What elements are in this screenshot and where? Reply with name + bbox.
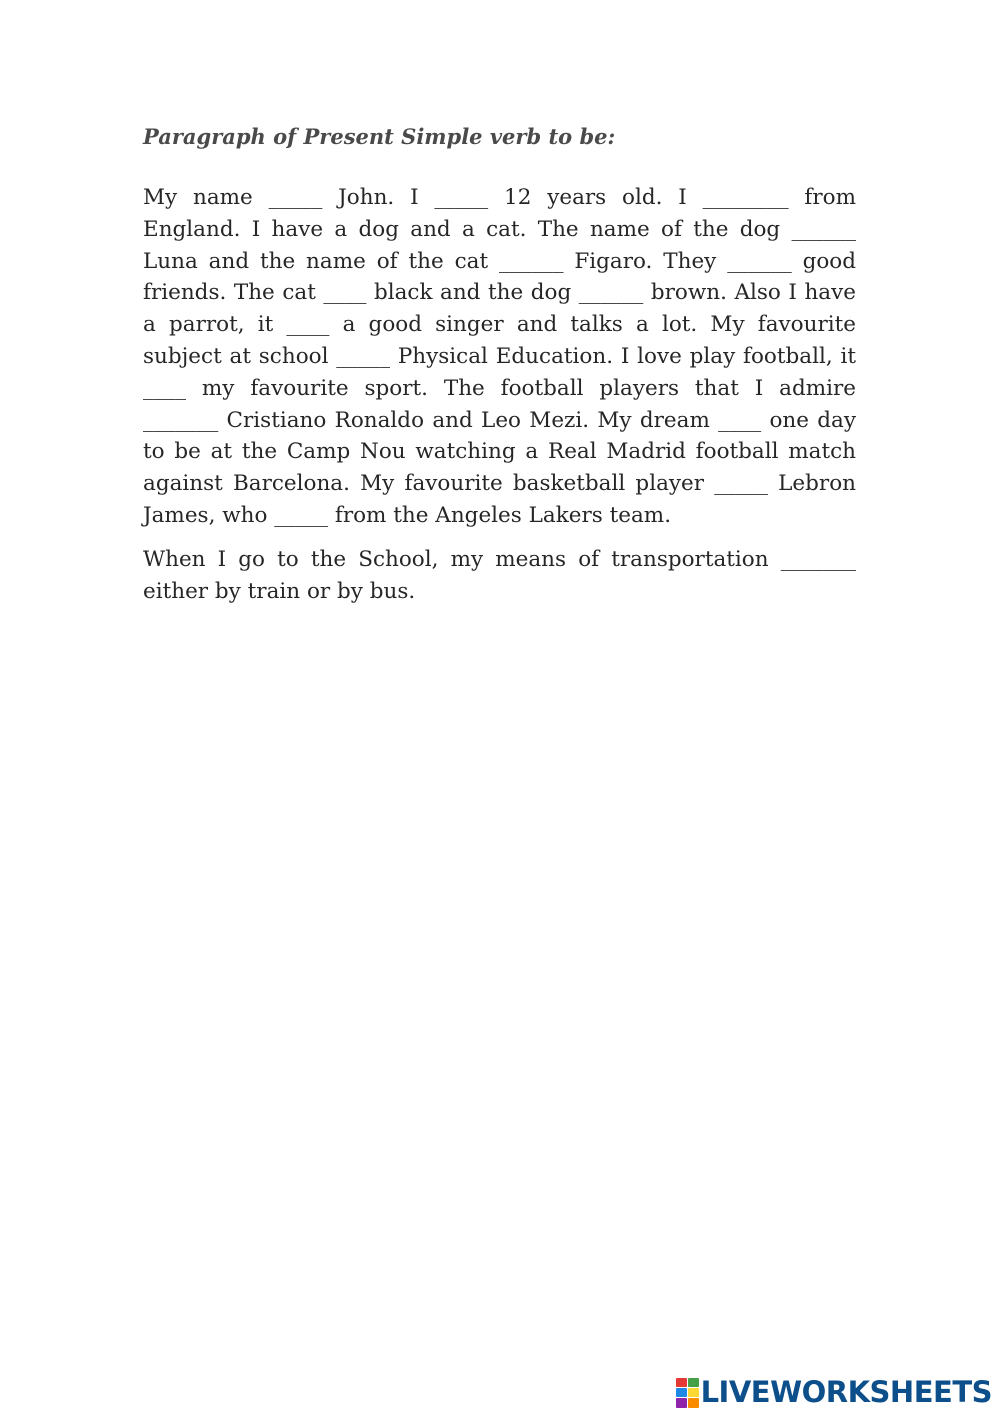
worksheet-heading: Paragraph of Present Simple verb to be: bbox=[143, 124, 616, 149]
brand-name: LIVEWORKSHEETS bbox=[700, 1375, 992, 1409]
liveworksheets-logo-icon bbox=[676, 1378, 698, 1406]
paragraph-main: My name _____ John. I _____ 12 years old. I ________ from England. I have a dog and a cat. The name of the dog ______ Luna and the name of the cat ______ Figaro. They ______ good friends. The cat ____ black and the dog ______ brown. Also I have a parrot, it ____ a good singer and talks a lot. My favourite subject at school _____ Physical Education. I love play football, it ____ my favourite sport. The football players that I admire _______ Cristiano Ronaldo and Leo Mezi. My dream ____ one day to be at the Camp Nou watching a Real Madrid football match against Barcelona. My favourite basketball player _____ Lebron James, who _____ from the Angeles Lakers team. bbox=[143, 185, 856, 528]
worksheet bbox=[143, 122, 856, 619]
paragraph-transport: When I go to the School, my means of transportation _______ either by train or by bus. bbox=[143, 546, 856, 604]
liveworksheets-logo[interactable] bbox=[676, 1375, 992, 1409]
